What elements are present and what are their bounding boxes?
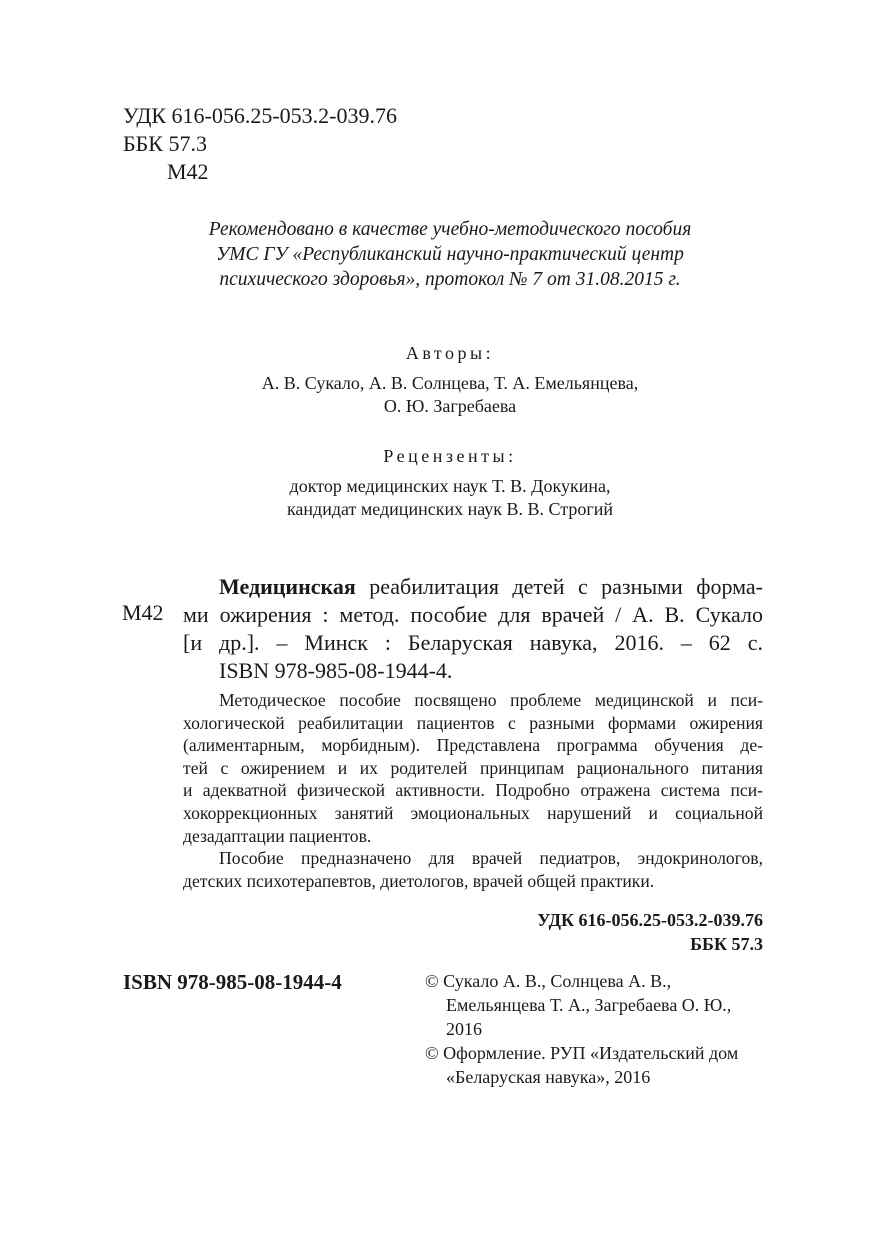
catalog-side-mark: М42 [122, 600, 164, 625]
authors-section [100, 342, 800, 418]
authors-line-1: А. В. Сукало, А. В. Солнцева, Т. А. Емельянцева, [261, 373, 639, 393]
bbk-code-bottom: ББК 57.3 [690, 934, 763, 954]
classification-codes-top [123, 102, 397, 186]
recommendation-line-2: УМС ГУ «Республиканский научно-практический центр [216, 244, 684, 265]
annotation-line: хокоррекционных занятий эмоциональных нарушений и социальной [183, 802, 763, 823]
copyright-line: 2016 [446, 1019, 482, 1039]
annotation-line: тей с ожирением и их родителей принципам рационального питания [183, 757, 763, 778]
annotation-line: хологической реабилитации пациентов с разными формами ожирения [183, 712, 763, 733]
annotation-line: и адекватной физической активности. Подробно отражена система пси- [183, 780, 763, 801]
annotation [183, 689, 763, 892]
copyright-line: Емельянцева Т. А., Загребаева О. Ю., [446, 995, 732, 1015]
recommendation-line-3: психического здоровья», протокол № 7 от 31.08.2015 г. [219, 269, 681, 290]
reviewers-line-2: кандидат медицинских наук В. В. Строгий [286, 499, 614, 519]
title-bold-word: Медицинская [219, 574, 356, 599]
annotation-line: Методическое пособие посвящено проблеме медицинской и пси- [219, 690, 763, 710]
reviewers-line-1: доктор медицинских наук Т. В. Докукина, [289, 476, 611, 496]
classification-codes-bottom [537, 908, 763, 956]
bbk-code: ББК 57.3 [123, 131, 207, 156]
catalog-line-1 [183, 573, 763, 601]
reviewers-section [100, 445, 800, 521]
isbn: ISBN 978-985-08-1944-4 [123, 970, 342, 994]
copyright-line: © Оформление. РУП «Издательский дом [425, 1043, 739, 1063]
catalog-entry [183, 573, 763, 685]
authors-line-2: О. Ю. Загребаева [383, 396, 517, 416]
catalog-line-1-rest: реабилитация детей с разными форма- [369, 574, 763, 599]
recommendation-line-1: Рекомендовано в качестве учебно-методического пособия [208, 219, 692, 240]
reviewers-heading: Рецензенты: [383, 446, 517, 466]
copyright-block [425, 969, 738, 1089]
copyright-line: «Беларуская навука», 2016 [446, 1067, 651, 1087]
annotation-line: (алиментарным, морбидным). Представлена программа обучения де- [183, 735, 763, 756]
annotation-line: Пособие предназначено для врачей педиатров, эндокринологов, [219, 848, 763, 869]
catalog-line-2: ми ожирения : метод. пособие для врачей / А. В. Сукало [183, 602, 763, 627]
annotation-line: детских психотерапевтов, диетологов, врачей общей практики. [183, 870, 655, 891]
catalog-isbn: ISBN 978-985-08-1944-4. [219, 658, 453, 683]
author-mark: М42 [167, 159, 209, 184]
annotation-line: дезадаптации пациентов. [183, 825, 372, 846]
recommendation-note [100, 217, 800, 292]
copyright-line: © Сукало А. В., Солнцева А. В., [425, 971, 672, 991]
catalog-line-3: [и др.]. – Минск : Беларуская навука, 2016. – 62 с. [183, 630, 763, 655]
authors-heading: Авторы: [405, 343, 495, 363]
udk-code: УДК 616-056.25-053.2-039.76 [123, 103, 398, 128]
udk-code-bottom: УДК 616-056.25-053.2-039.76 [537, 910, 763, 930]
